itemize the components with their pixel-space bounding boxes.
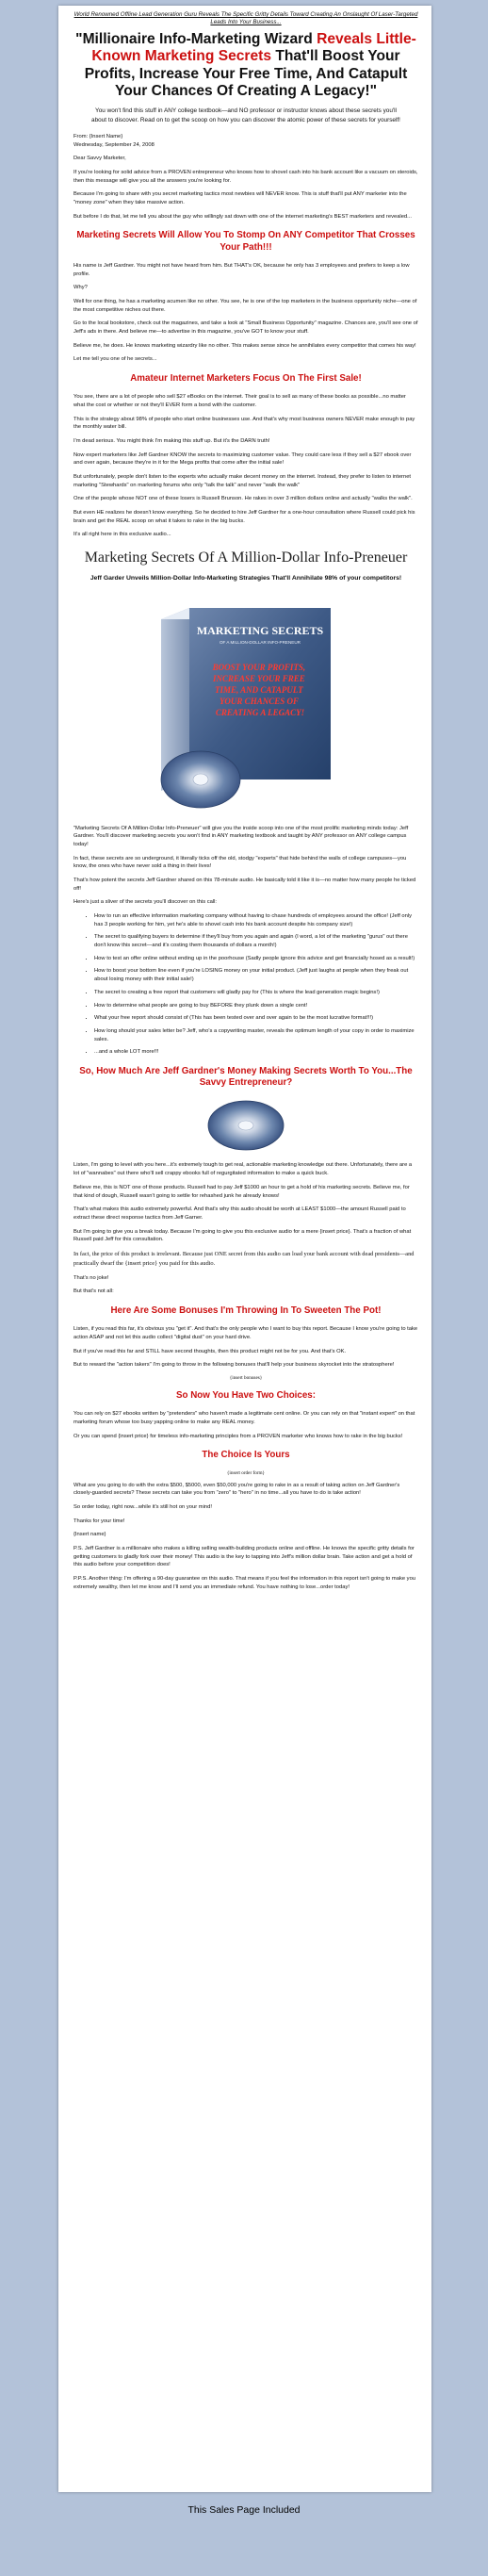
cd-hole bbox=[193, 774, 208, 785]
list-item: • How to run an effective information marketing company without having to chase hundreds of employees around the office! (Jeff only has 3 people working for him, yet he's able to shovel cash into his bank account despite his company size!) bbox=[94, 912, 418, 928]
paragraph: But I'm going to give you a break today. Because I'm going to give you this exclusive audio for a mere {insert price}. That's a fraction of what Russell paid Jeff for this consultation. bbox=[73, 1228, 412, 1243]
bonuses-placeholder: {insert bonuses} bbox=[229, 1375, 263, 1382]
list-item: • What your free report should consist of (This has been tested over and over again to be the most lucrative format!!!) bbox=[94, 1014, 418, 1023]
paragraph: But that's not all: bbox=[73, 1288, 114, 1295]
list-item: • How to determine what people are going to buy BEFORE they plunk down a single cent! bbox=[94, 1002, 418, 1010]
paragraph: Why? bbox=[73, 285, 88, 291]
list-item: • How to boost your bottom line even if you're LOSING money on your initial product. (Jeff just laughs at people when they freak out about losing money with their initial sale!) bbox=[94, 967, 418, 983]
product-box-graphic bbox=[142, 591, 350, 817]
paragraph: Go to the local bookstore, check out the magazines, and take a look at "Small Business Opportunity" magazine. Chances are, you'll see one of Jeff's ads in there. And believe me—to advertise in this magazine, you've GOT to know your stuff. bbox=[73, 320, 418, 335]
paragraph: You can rely on $27 ebooks written by "pretenders" who haven't made a legitimate cent online. Or you can rely on that "instant expert" on that marketing forum whose too busy yapping online to make any REAL money. bbox=[73, 1411, 415, 1426]
paragraph: Because I'm going to share with you secret marketing tactics most newbies will NEVER know. This is stuff that'll put ANY marketer into the "money zone" when they take massive action. bbox=[73, 191, 407, 205]
signature-name: {Insert name} bbox=[73, 1532, 106, 1538]
paragraph: But to reward the "action takers" I'm going to throw in the following bonuses that'll help your business skyrocket into the stratosphere! bbox=[73, 1362, 395, 1369]
paragraph: Well for one thing, he has a marketing acumen like no other. You see, he is one of the top marketers in the business opportunity niche—one of the most competitive niches out there. bbox=[73, 298, 417, 313]
letter-salutation: Dear Savvy Marketer, bbox=[73, 156, 126, 162]
intro-text: You won't find this stuff in ANY college textbook—and NO professor or instructor knows about these secrets you'll about to discover. Read on to get the scoop on how you can discover the atomic power of these secrets for yourself! bbox=[91, 107, 400, 123]
section-heading: Marketing Secrets Will Allow You To Stomp On ANY Competitor That Crosses Your Path!!! bbox=[76, 230, 415, 253]
cd-hole-2 bbox=[238, 1121, 253, 1130]
list-item: • How to test an offer online without ending up in the poorhouse (Sadly people ignore this advice and get financially hosed as a result!) bbox=[94, 955, 418, 963]
product-title: Marketing Secrets Of A Million-Dollar Info-Preneuer bbox=[84, 550, 408, 566]
main-headline bbox=[73, 31, 418, 101]
box-tagline-2: INCREASE YOUR FREE bbox=[212, 673, 305, 683]
box-title-text: MARKETING SECRETS bbox=[196, 623, 324, 637]
headline-part1: "Millionaire Info-Marketing Wizard bbox=[75, 30, 317, 47]
list-item: • How long should your sales letter be? Jeff, who's a copywriting master, reveals the optimum length of your copy in order to maximize sales. bbox=[94, 1027, 418, 1043]
product-box-image bbox=[73, 591, 418, 817]
paragraph: I'm dead serious. You might think I'm making this stuff up. But it's the DARN truth! bbox=[73, 437, 270, 444]
paragraph: So order today, right now...while it's still hot on your mind! bbox=[73, 1504, 212, 1511]
headline-highlight: Reveals Little-Known Marketing Secrets bbox=[91, 30, 416, 65]
footer-caption: This Sales Page Included bbox=[187, 2504, 301, 2516]
list-item: • ...and a whole LOT more!!! bbox=[94, 1048, 418, 1057]
paragraph: Listen, I'm going to level with you here...it's extremely tough to get real, actionable marketing knowledge out there. Unfortunately, there are a lot of "wannabes" out there who'll sell crappy ebooks full of regurgitated information to make a quick buck. bbox=[73, 1162, 413, 1177]
box-tagline-line bbox=[212, 663, 308, 717]
cd-image bbox=[73, 1097, 418, 1154]
postscript-2: P.P.S. Another thing: I'm offering a 90-day guarantee on this audio. That means if you feel the information in this report isn't going to make you extremely wealthy, then let me know and I'll send you an immediate refund. You have nothing to lose...order today! bbox=[73, 1576, 416, 1590]
paragraph: But even HE realizes he doesn't know everything. So he decided to hire Jeff Gardner for a one-hour consultation where Russell could pick his brain and get the REAL scoop on what it takes to rake in the big bucks. bbox=[73, 510, 415, 524]
paragraph: That's what makes this audio extremely powerful. And that's why this audio should be worth at LEAST $1000—the amount Russell paid to extract these direct response tactics from Jeff Garner. bbox=[73, 1206, 406, 1221]
box-tagline-5: CREATING A LEGACY! bbox=[215, 707, 305, 717]
headline-part2: That'll Boost Your Profits, Increase Your Free Time, And Catapult Your Chances Of Creating A Legacy!" bbox=[84, 48, 408, 99]
letter-from: From: {Insert Name} bbox=[73, 133, 123, 139]
section-heading: Here Are Some Bonuses I'm Throwing In To Sweeten The Pot! bbox=[110, 1305, 382, 1317]
paragraph: If you're looking for solid advice from a PROVEN entrepreneur who knows how to shovel cash into his bank account like a vacuum on steroids, then this message will give you all the answers you're looking for. bbox=[73, 169, 418, 184]
box-subtitle-text: OF A MILLION-DOLLAR INFO-PRENEUR bbox=[219, 639, 301, 645]
box-tagline-1: BOOST YOUR PROFITS, bbox=[212, 662, 306, 672]
paragraph: Listen, if you read this far, it's obvious you "get it". And that's the only people who I want to buy this report. Because I know you're going to take action ASAP and not let this audio collect "digital dust" on your hard drive. bbox=[73, 1326, 418, 1341]
paragraph: His name is Jeff Gardner. You might not have heard from him. But THAT's OK, because he only has 3 employees and prefers to keep a low profile. bbox=[73, 262, 410, 277]
list-item: • The secret to creating a free report that customers will gladly pay for (This is where the lead generation magic begins!) bbox=[94, 989, 418, 997]
paragraph: This is the strategy about 98% of people who start online businesses use. And that's why most business owners NEVER make enough to pay the monthly water bill. bbox=[73, 416, 415, 431]
order-form-placeholder: {insert order form} bbox=[226, 1469, 266, 1476]
section-heading: So Now You Have Two Choices: bbox=[175, 1390, 317, 1402]
paragraph: It's all right here in this exclusive audio... bbox=[73, 532, 171, 538]
paragraph: That's no joke! bbox=[73, 1274, 109, 1281]
paragraph: Let me tell you one of he secrets... bbox=[73, 356, 157, 363]
list-item: • The secret to qualifying buyers to determine if they'll buy from you again and again (I word, a lot of the marketing "gurus" out there don't know this secret—and it's costing them thousands of dollars a month!) bbox=[94, 933, 418, 949]
paragraph: You see, there are a lot of people who sell $27 eBooks on the internet. Their goal is to sell as many of these books as possible...no matter what the cost or whether or not they'll EVER form a bond with the customer. bbox=[73, 394, 406, 408]
paragraph: Here's just a sliver of the secrets you'll discover on this call: bbox=[73, 899, 218, 906]
paragraph-serif: In fact, the price of this product is irrelevant. Because just ONE secret from this audio can load your bank account with dead presidents—and practically dwarf the {insert price} you paid for this audio. bbox=[73, 1250, 415, 1267]
postscript: P.S. Jeff Gardner is a millionaire who makes a killing selling wealth-building products online and offline. He knows the specific gritty details for getting customers to gladly fork over their money! This audio is the key to tapping into Jeff's million dollar brain. Take action and get a hold of this audio before your competition does! bbox=[73, 1546, 415, 1568]
paragraph: Believe me, he does. He knows marketing wizardry like no other. This makes sense since he annihilates every competitor that comes his way! bbox=[73, 342, 416, 349]
paragraph: "Marketing Secrets Of A Million-Dollar Info-Preneuer" will give you the inside scoop into one of the most prolific marketing minds today: Jeff Gardner. You'll discover marketing secrets you won't find in ANY marketing textbook and taught by ANY professor on ANY college campus today! bbox=[73, 825, 409, 847]
paragraph: Believe me, this is NOT one of those products. Russell had to pay Jeff $1000 an hour to get a hold of his marketing secrets. Believe me, for that kind of dough, Russell wasn't going to settle for rehashed junk he already knows! bbox=[73, 1184, 410, 1199]
paragraph: In fact, these secrets are so underground, it literally ticks off the old, stodgy "experts" that hide behind the walls of college campuses—you know, the ones who have never sold a thing in their lives! bbox=[73, 855, 407, 870]
tagline: World Renowned Offline Lead Generation Guru Reveals The Specific Gritty Details Toward Creating An Onslaught Of Laser-Targeted Leads Into Your Business... bbox=[73, 11, 418, 26]
paragraph: But if you've read this far and STILL have second thoughts, then this product might not be for you. And that's OK. bbox=[73, 1348, 347, 1354]
box-tagline-3: TIME, AND CATAPULT bbox=[214, 684, 303, 695]
secrets-list bbox=[83, 912, 418, 1057]
paragraph: Or you can spend {insert price} for timeless info-marketing principles from a PROVEN marketer who knows how to rake in the big bucks! bbox=[73, 1433, 403, 1439]
section-heading: So, How Much Are Jeff Gardner's Money Making Secrets Worth To You...The Savvy Entrepreneur? bbox=[79, 1065, 413, 1089]
paragraph: But unfortunately, people don't listen to the experts who actually make decent money on the internet. Instead, they prefer to listen to internet marketing "Stewhards" on marketing forums who only "talk the talk" and never "walk the walk" bbox=[73, 474, 412, 488]
paragraph: But before I do that, let me tell you about the guy who willingly sat down with one of the internet marketing's BEST marketers and revealed... bbox=[73, 213, 412, 220]
paragraph: Thanks for your time! bbox=[73, 1518, 125, 1524]
paragraph: One of the people whose NOT one of these losers is Russell Brunson. He rakes in over 3 million dollars online and actually "walks the walk". bbox=[73, 496, 413, 502]
paragraph: That's how potent the secrets Jeff Gardner shared on this 78-minute audio. He basically told it like it is—no matter how many people he ticked off! bbox=[73, 877, 416, 892]
paragraph: What are you going to do with the extra $500, $5000, even $50,000 you're going to rake in as a result of taking action on Jeff Gardner's closely-guarded secrets? These secrets can take you from "zero" to "hero" in no time...all you have to do is take action! bbox=[73, 1482, 400, 1497]
paragraph: Now expert marketers like Jeff Gardner KNOW the secrets to maximizing customer value. They could care less if they sell a $27 ebook over and over again, because they're in it for the Mega profits that come after the initial sale! bbox=[73, 451, 412, 467]
section-heading: The Choice Is Yours bbox=[202, 1450, 290, 1461]
letter-date: Wednesday, September 24, 2008 bbox=[73, 141, 155, 148]
box-tagline-4: YOUR CHANCES OF bbox=[219, 696, 299, 706]
sales-page bbox=[58, 6, 431, 2492]
section-heading: Amateur Internet Marketers Focus On The First Sale! bbox=[130, 373, 362, 384]
cd-graphic bbox=[203, 1097, 288, 1154]
product-caption: Jeff Garder Unveils Million-Dollar Info-Marketing Strategies That'll Annihilate 98% of your competitors! bbox=[89, 575, 402, 582]
